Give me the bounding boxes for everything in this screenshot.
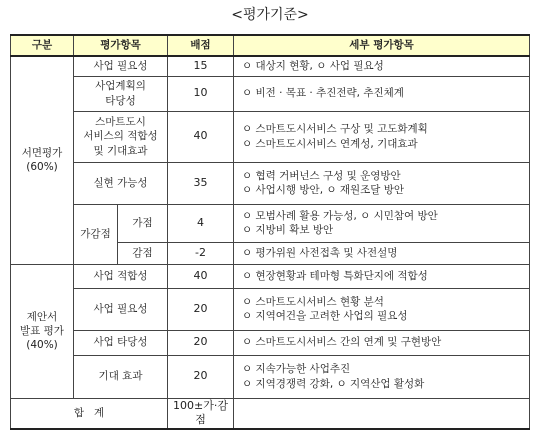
eval-item: 사업 타당성	[74, 330, 168, 355]
table-row	[11, 288, 530, 330]
detail-cell: ㅇ 대상지 현황, ㅇ 사업 필요성	[234, 56, 530, 76]
total-label: 합 계	[11, 398, 168, 429]
detail-cell: ㅇ 평가위원 사전접촉 및 사전설명	[234, 242, 530, 264]
eval-item: 사업 필요성	[74, 56, 168, 76]
detail-cell: ㅇ 모범사례 활용 가능성, ㅇ 시민참여 방안 ㅇ 지방비 확보 방안	[234, 204, 530, 242]
total-empty-cell	[234, 398, 530, 429]
detail-cell: ㅇ 협력 거버넌스 구성 및 운영방안 ㅇ 사업시행 방안, ㅇ 재원조달 방안	[234, 162, 530, 204]
detail-cell: ㅇ 비전 · 목표 · 추진전략, 추진체계	[234, 76, 530, 111]
detail-cell: ㅇ 지속가능한 사업추진 ㅇ 지역경쟁력 강화, ㅇ 지역산업 활성화	[234, 355, 530, 398]
table-row	[11, 204, 530, 242]
score-cell: 40	[168, 111, 234, 162]
table-row	[11, 330, 530, 355]
detail-cell: ㅇ 스마트도시서비스 구상 및 고도화계획 ㅇ 스마트도시서비스 연계성, 기대효과	[234, 111, 530, 162]
score-cell: 20	[168, 288, 234, 330]
score-cell: 4	[168, 204, 234, 242]
header-eval-item: 평가항목	[74, 35, 168, 56]
header-detail-item: 세부 평가항목	[234, 35, 530, 56]
section-label-presentation: 제안서 발표 평가 (40%)	[11, 264, 74, 398]
header-category: 구분	[11, 35, 74, 56]
penalty-label: 감점	[118, 242, 168, 264]
score-cell: 20	[168, 355, 234, 398]
table-row	[11, 264, 530, 288]
table-row	[11, 111, 530, 162]
table-row	[11, 162, 530, 204]
evaluation-criteria-table	[10, 34, 530, 430]
eval-item: 기대 효과	[74, 355, 168, 398]
adjustment-label: 가감점	[74, 204, 118, 264]
score-cell: -2	[168, 242, 234, 264]
page-title: <평가기준>	[231, 7, 309, 23]
bonus-label: 가점	[118, 204, 168, 242]
detail-cell: ㅇ 스마트도시서비스 간의 연계 및 구현방안	[234, 330, 530, 355]
eval-item: 사업계획의 타당성	[74, 76, 168, 111]
score-cell: 20	[168, 330, 234, 355]
eval-item: 스마트도시 서비스의 적합성 및 기대효과	[74, 111, 168, 162]
total-row	[11, 398, 530, 429]
detail-cell: ㅇ 스마트도시서비스 현황 분석 ㅇ 지역여건을 고려한 사업의 필요성	[234, 288, 530, 330]
score-cell: 10	[168, 76, 234, 111]
score-cell: 15	[168, 56, 234, 76]
detail-cell: ㅇ 현장현황과 테마형 특화단지에 적합성	[234, 264, 530, 288]
score-cell: 35	[168, 162, 234, 204]
table-row	[11, 355, 530, 398]
eval-item: 사업 필요성	[74, 288, 168, 330]
table-header-row	[11, 35, 530, 56]
total-score: 100±가·감점	[168, 398, 234, 429]
header-score: 배점	[168, 35, 234, 56]
eval-item: 실현 가능성	[74, 162, 168, 204]
section-label-written: 서면평가 (60%)	[11, 56, 74, 264]
table-row	[11, 56, 530, 76]
table-row	[11, 76, 530, 111]
eval-item: 사업 적합성	[74, 264, 168, 288]
score-cell: 40	[168, 264, 234, 288]
